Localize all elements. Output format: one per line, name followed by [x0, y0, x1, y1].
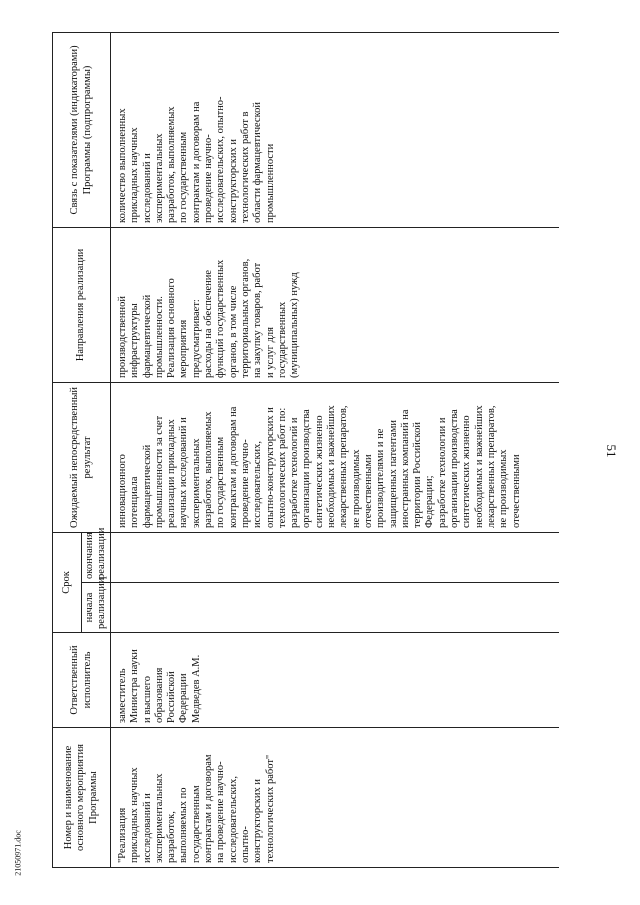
cell-term-end	[111, 532, 560, 582]
cell-expected-result: инновационного потенциала фармацевтической промышленности за счет реализации прикладных научных исследований и экспериментальных разработок, выполняемых по государственным контрактам и договорам на проведение научно- исследовательских, опытно-конструкторских и технологических работ по: разработке технологий и организации производства синтетических жизненно необходимых и важнейших лекарственных препаратов, не производимых отечественными производителями и не защищенных патентами иностранных компаний на территории Российской Федерации; разработке технологии и организации производства синтетических жизненно необходимых и важнейших лекарственных препаратов, не производимых отечественными	[111, 382, 560, 532]
header-activity-name: Номер и наименование основного мероприятия Программы	[53, 728, 111, 868]
document-id: 21050971.doc	[13, 830, 23, 876]
cell-activity-name: "Реализация прикладных научных исследований и экспериментальных разработок, выполняемых по государственным контрактам и договорам на проведение научно- исследовательских, опытно- конструкторских и технологических работ"	[111, 728, 560, 868]
program-activity-table-rotated	[52, 33, 592, 868]
program-activity-table	[52, 32, 559, 868]
cell-term-start	[111, 583, 560, 633]
header-term-start: начала реализации	[82, 583, 111, 633]
cell-indicators: количество выполненных прикладных научных исследований и экспериментальных разработок, выполняемых по государственным контрактам и договорам на проведение научно- исследовательских, опытно- конструкторских и технологических работ в области фармацевтической промышленности	[111, 32, 560, 227]
cell-executor: заместитель Министра науки и высшего образования Российской Федерации Медведев А.М.	[111, 633, 560, 728]
header-indicators: Связь с показателями (индикаторами) Программы (подпрограммы)	[53, 32, 111, 227]
header-executor: Ответственный исполнитель	[53, 633, 111, 728]
table-row	[111, 32, 560, 867]
header-expected-result: Ожидаемый непосредственный результат	[53, 382, 111, 532]
header-term: Срок	[53, 532, 82, 632]
header-directions: Направления реализации	[53, 227, 111, 382]
page-number: 51	[604, 444, 619, 458]
cell-directions: производственной инфраструктуры фармацевтической промышленности. Реализация основного мероприятия предусматривает: расходы на обеспечение функций государственных органов, в том числе территориальных органов, на закупку товаров, работ и услуг для государственных (муниципальных) нужд	[111, 227, 560, 382]
header-term-end: окончания реализации	[82, 532, 111, 582]
